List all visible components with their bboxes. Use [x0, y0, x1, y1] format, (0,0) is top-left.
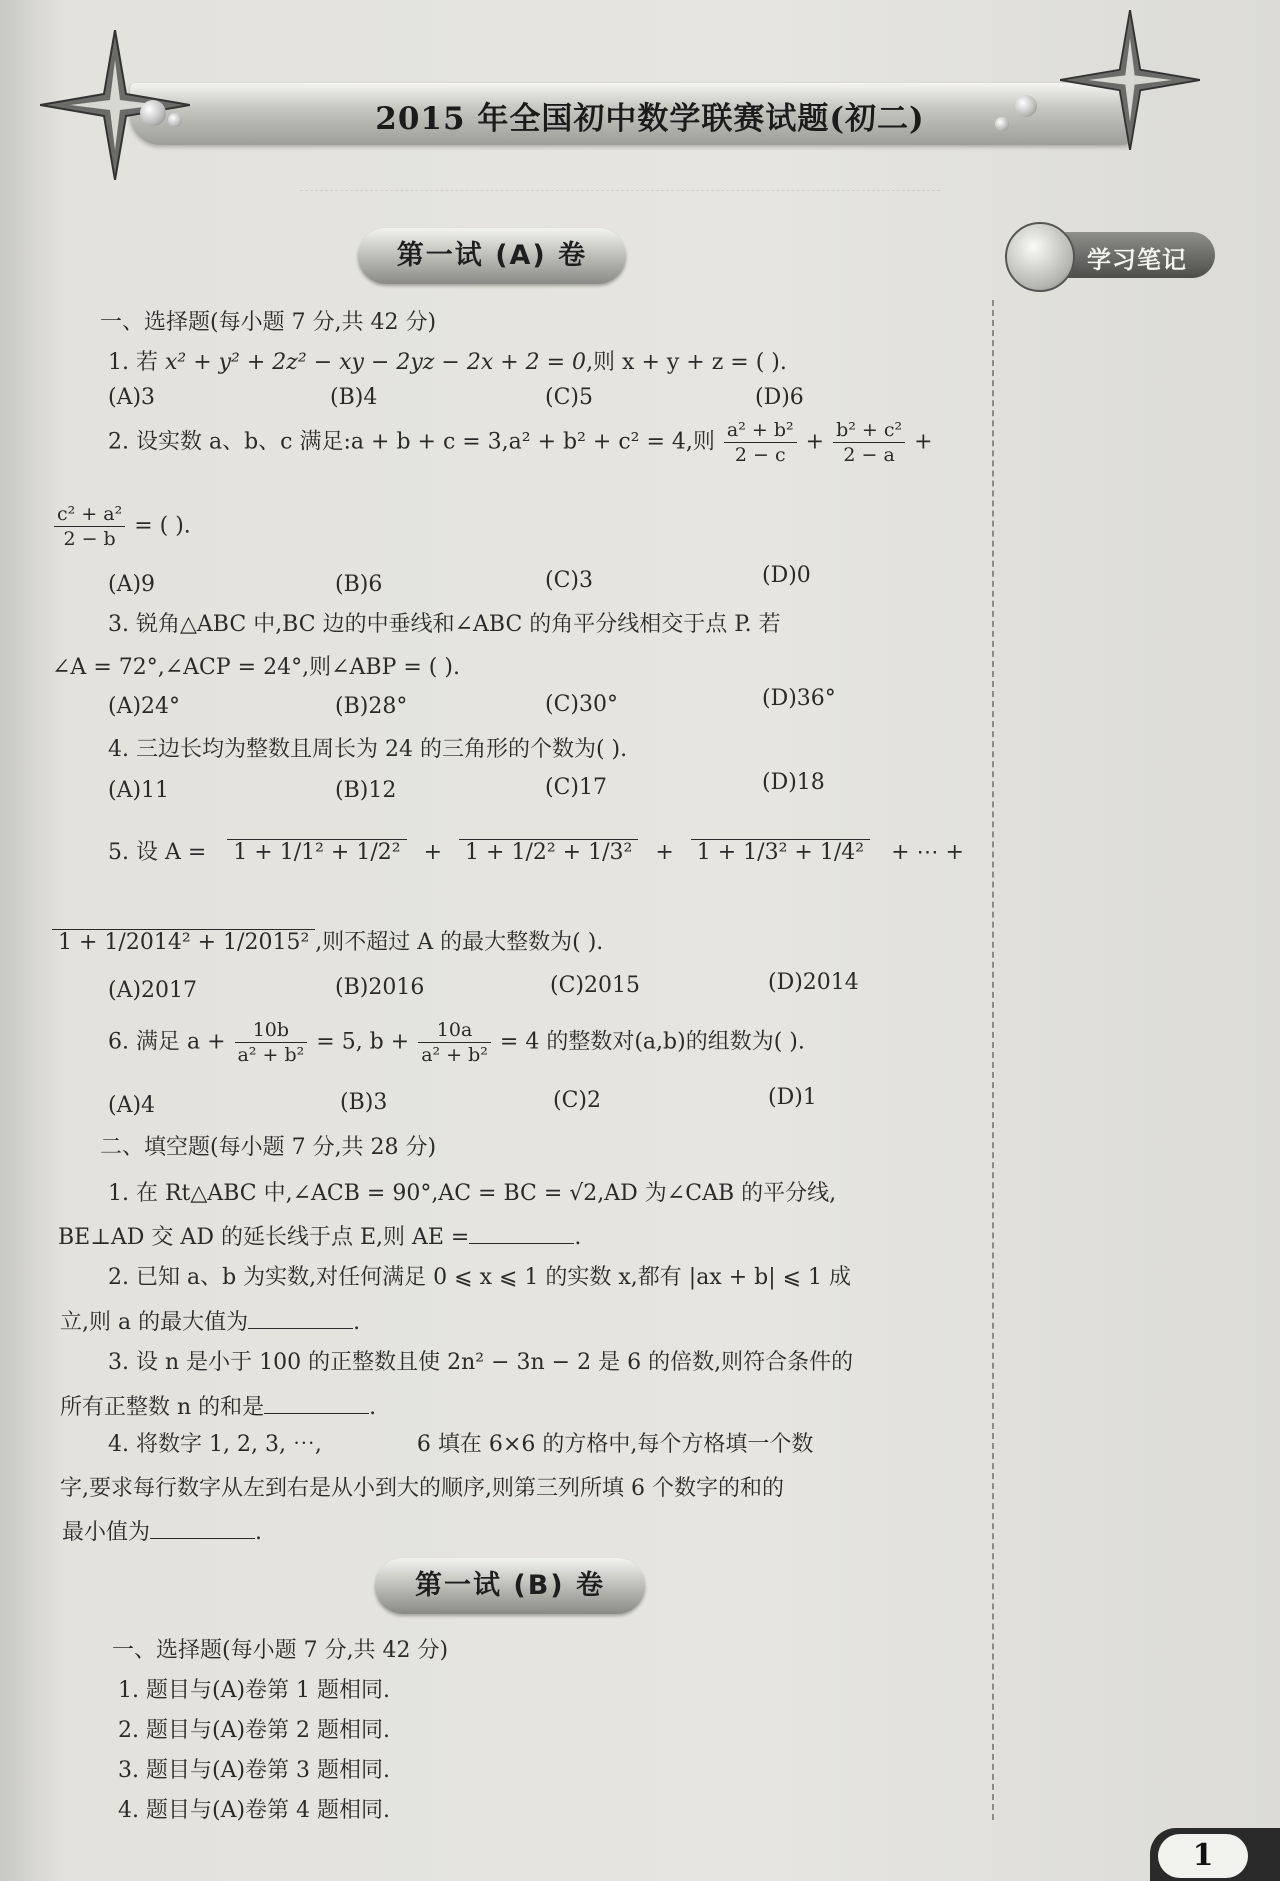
choice-heading: 一、选择题(每小题 7 分,共 42 分): [100, 310, 437, 335]
decor-dot: [995, 117, 1009, 131]
q5-suffix: ,则不超过 A 的最大整数为( ).: [315, 930, 604, 955]
q5-option-c: (C)2015: [550, 973, 640, 998]
q2-f3-num: c² + a²: [54, 502, 125, 527]
q1-option-a: (A)3: [108, 385, 156, 410]
question-5-cont: [52, 925, 603, 956]
reader-icon: [1005, 222, 1075, 292]
q5-option-a: (A)2017: [108, 978, 198, 1003]
q4-option-d: (D)18: [762, 770, 825, 795]
decor-dot: [168, 113, 182, 127]
fill-1-end: .: [574, 1225, 582, 1250]
fill-1-line-2: [58, 1220, 581, 1251]
compass-star-icon: [1060, 10, 1200, 150]
q2-f2-den: 2 − a: [843, 444, 895, 466]
q6-option-c: (C)2: [553, 1088, 601, 1113]
q4-option-a: (A)11: [108, 778, 170, 803]
fill-2-line-2: [60, 1305, 360, 1336]
fill-2-blank[interactable]: [248, 1328, 353, 1329]
decor-dot: [1015, 95, 1037, 117]
q2-option-b: (B)6: [335, 572, 383, 597]
q2-f3-den: 2 − b: [63, 528, 116, 550]
fill-4-line-3: [62, 1515, 262, 1546]
q2-suffix: = ( ).: [134, 513, 191, 539]
question-3-line-1: 3. 锐角△ABC 中,BC 边的中垂线和∠ABC 的角平分线相交于点 P. 若: [108, 612, 781, 637]
fill-4-end: .: [255, 1520, 263, 1545]
q5-root-2: 1 + 1/2² + 1/3²: [459, 839, 638, 865]
q2-option-c: (C)3: [545, 568, 593, 593]
q5-root-4: 1 + 1/2014² + 1/2015²: [52, 929, 315, 955]
q6-prefix: 6. 满足 a +: [108, 1029, 226, 1055]
fill-3-blank[interactable]: [264, 1413, 369, 1414]
q4-option-c: (C)17: [545, 775, 607, 800]
fill-1-text: BE⊥AD 交 AD 的延长线于点 E,则 AE =: [58, 1225, 470, 1250]
question-6: [108, 1018, 805, 1067]
q2-option-d: (D)0: [762, 563, 811, 588]
q6-f2-num: 10a: [418, 1018, 491, 1043]
fill-3-line-2: [60, 1390, 376, 1421]
b-item-1: 1. 题目与(A)卷第 1 题相同.: [118, 1678, 391, 1703]
fill-2-end: .: [353, 1310, 361, 1335]
q2-f1-den: 2 − c: [734, 444, 786, 466]
decor-dot: [140, 100, 166, 126]
q6-f2-den: a² + b²: [421, 1044, 488, 1066]
notes-column-divider: [992, 300, 994, 1820]
fill-3-text: 所有正整数 n 的和是: [60, 1395, 265, 1420]
q1-option-b: (B)4: [330, 385, 378, 410]
q3-option-b: (B)28°: [335, 694, 408, 719]
question-2-cont: [52, 502, 191, 551]
question-3-line-2: ∠A = 72°,∠ACP = 24°,则∠ABP = ( ).: [52, 655, 460, 680]
q1-prefix: 1. 若: [108, 350, 165, 375]
fill-4-text-c: 最小值为: [62, 1520, 151, 1545]
q5-root-1: 1 + 1/1² + 1/2²: [227, 839, 406, 865]
q2-f2-num: b² + c²: [833, 418, 905, 443]
q5-option-b: (B)2016: [335, 975, 425, 1000]
fill-2-line-1: 2. 已知 a、b 为实数,对任何满足 0 ⩽ x ⩽ 1 的实数 x,都有 |ax + b| ⩽ 1 成: [108, 1265, 852, 1290]
title-banner: [60, 55, 1160, 160]
b-choice-heading: 一、选择题(每小题 7 分,共 42 分): [112, 1638, 449, 1663]
q6-suffix: = 4 的整数对(a,b)的组数为( ).: [499, 1029, 805, 1055]
q1-expr: x² + y² + 2z² − xy − 2yz − 2x + 2 = 0: [164, 350, 587, 375]
q1-suffix: ,则 x + y + z = ( ).: [586, 350, 787, 375]
study-notes-badge: [1005, 222, 1215, 288]
notes-label: 学习笔记: [1087, 246, 1187, 274]
q6-fraction-2: [418, 1018, 491, 1067]
fill-4-text-b: 6 填在 6×6 的方格中,每个方格填一个数: [416, 1432, 814, 1457]
q5-prefix: 5. 设 A =: [108, 840, 207, 865]
q3-option-d: (D)36°: [762, 686, 836, 711]
fill-heading: 二、填空题(每小题 7 分,共 28 分): [100, 1135, 437, 1160]
q5-dots: + ⋯ +: [891, 840, 964, 865]
section-a-header: 第一试 (A) 卷: [358, 228, 626, 284]
q6-f1-den: a² + b²: [237, 1044, 305, 1066]
fill-1-line-1: 1. 在 Rt△ABC 中,∠ACB = 90°,AC = BC = √2,AD 为∠CAB 的平分线,: [108, 1181, 837, 1206]
compass-star-icon: [40, 30, 190, 180]
q4-option-b: (B)12: [335, 778, 397, 803]
q2-fraction-2: [833, 418, 905, 467]
fill-4-text-a: 4. 将数字 1, 2, 3, ⋯,: [108, 1432, 322, 1457]
q1-option-c: (C)5: [545, 385, 593, 410]
fill-3-line-1: 3. 设 n 是小于 100 的正整数且使 2n² − 3n − 2 是 6 的倍数,则符合条件的: [108, 1350, 854, 1375]
q6-option-d: (D)1: [768, 1085, 817, 1110]
section-b-header: 第一试 (B) 卷: [375, 1558, 645, 1614]
question-2: [108, 418, 933, 467]
q5-option-d: (D)2014: [768, 970, 859, 995]
q5-root-3: 1 + 1/3² + 1/4²: [691, 839, 870, 865]
page-title: 2015 年全国初中数学联赛试题(初二): [375, 101, 925, 137]
q2-plus: +: [805, 429, 825, 455]
q3-option-c: (C)30°: [545, 692, 618, 717]
q2-prefix: 2. 设实数 a、b、c 满足:a + b + c = 3,a² + b² + c² = 4,则: [108, 429, 715, 455]
q6-fraction-1: [235, 1018, 308, 1067]
question-4: 4. 三边长均为整数且周长为 24 的三角形的个数为( ).: [108, 737, 628, 762]
question-1: [108, 345, 787, 376]
q2-option-a: (A)9: [108, 572, 156, 597]
fill-4-line-1: [108, 1427, 813, 1458]
q2-f1-num: a² + b²: [724, 418, 797, 443]
page-number-tab: [1150, 1828, 1280, 1881]
b-item-4: 4. 题目与(A)卷第 4 题相同.: [118, 1798, 391, 1823]
q2-plus-2: +: [914, 429, 933, 455]
q6-f1-num: 10b: [235, 1018, 308, 1043]
q1-option-d: (D)6: [755, 385, 804, 410]
q2-fraction-3: [54, 502, 125, 551]
q6-mid: = 5, b +: [316, 1029, 410, 1055]
question-5: 5. 设 A = 1 + 1/1² + 1/2² + 1 + 1/2² + 1/3² + 1 + 1/3² + 1/4² + ⋯ +: [108, 840, 964, 865]
fill-1-blank[interactable]: [469, 1243, 574, 1244]
b-item-2: 2. 题目与(A)卷第 2 题相同.: [118, 1718, 391, 1743]
fill-3-end: .: [369, 1395, 377, 1420]
q6-option-b: (B)3: [340, 1090, 388, 1115]
fill-4-line-2: 字,要求每行数字从左到右是从小到大的顺序,则第三列所填 6 个数字的和的: [60, 1476, 784, 1501]
q2-fraction-1: [724, 418, 797, 467]
page-number: 1: [1158, 1834, 1248, 1878]
q6-option-a: (A)4: [108, 1093, 156, 1118]
fill-4-blank[interactable]: [150, 1538, 255, 1539]
b-item-3: 3. 题目与(A)卷第 3 题相同.: [118, 1758, 391, 1783]
q3-option-a: (A)24°: [108, 694, 181, 719]
fill-2-text: 立,则 a 的最大值为: [60, 1310, 249, 1335]
